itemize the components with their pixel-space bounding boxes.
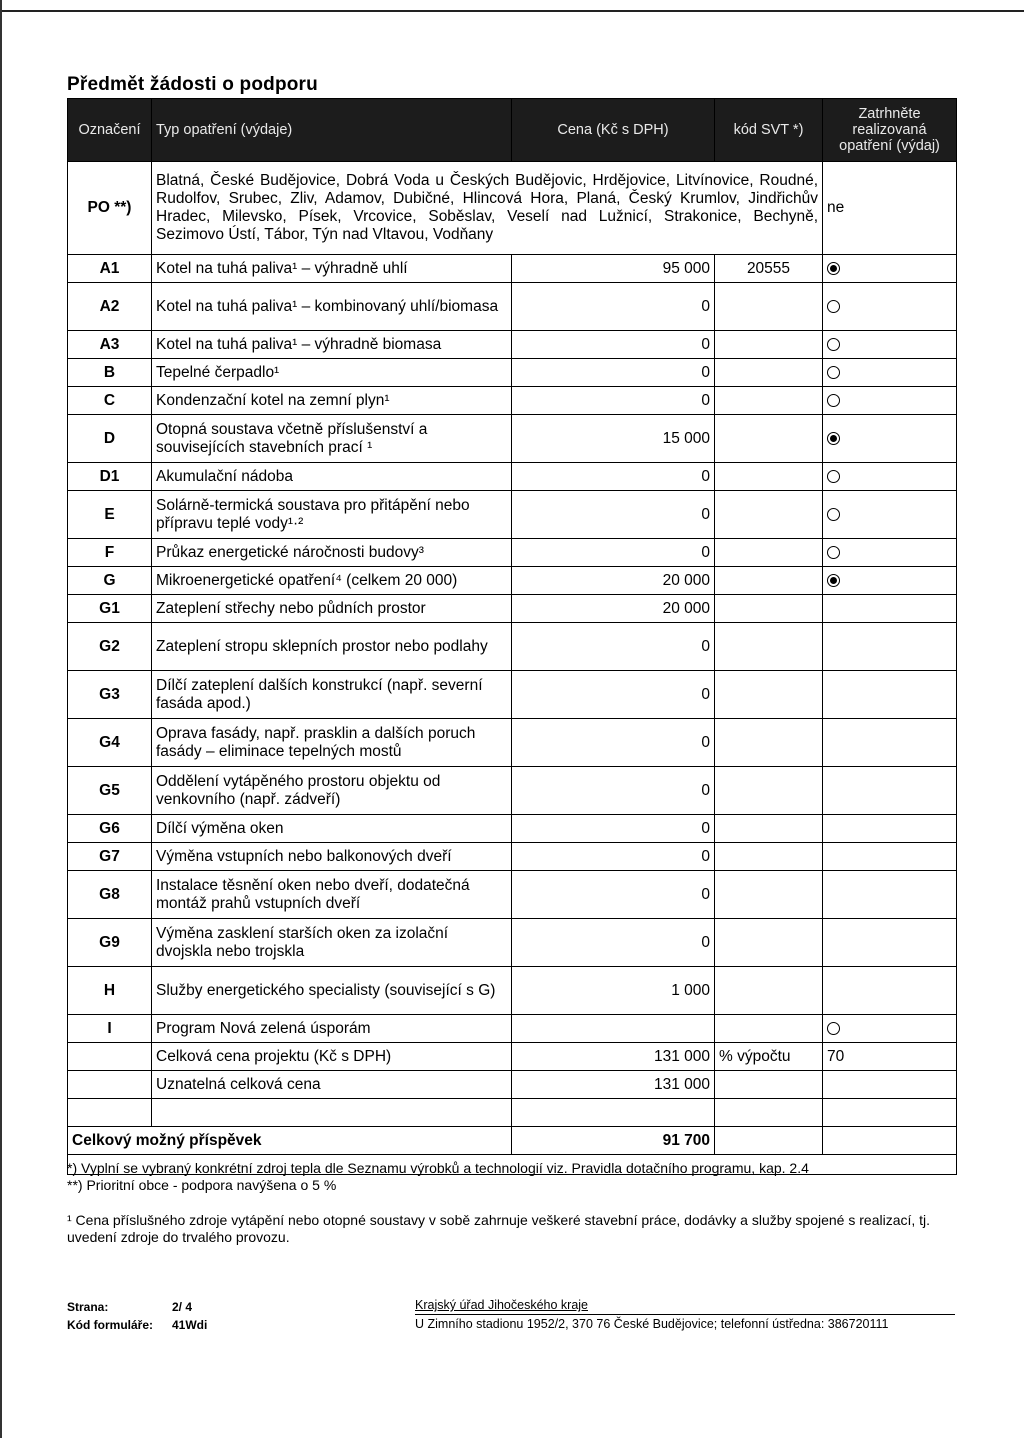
row-select-cell	[823, 387, 957, 415]
row-svt-code	[715, 567, 823, 595]
row-select-cell	[823, 919, 957, 967]
table-header-row	[68, 99, 957, 162]
radio-selected-icon[interactable]	[827, 262, 840, 275]
table-row	[68, 283, 957, 331]
po-municipalities: Blatná, České Budějovice, Dobrá Voda u Českých Budějovic, Hrdějovice, Litvínovice, Roudné, Rudolfov, Srubec, Zliv, Adamov, Dubičné, Hlincová Hora, Planá, Český Krumlov, Jindřichův Hradec, Milevsko, Písek, Vrcovice, Soběslav, Veselí nad Lužnicí, Strakonice, Bechyně, Sezimovo Ústí, Tábor, Týn nad Vltavou, Vodňany	[152, 162, 823, 255]
row-code: G7	[68, 843, 152, 871]
row-select-cell	[823, 539, 957, 567]
row-price: 0	[512, 359, 715, 387]
row-code: B	[68, 359, 152, 387]
row-code: A1	[68, 255, 152, 283]
row-code: G	[68, 567, 152, 595]
row-svt-code	[715, 967, 823, 1015]
row-description: Zateplení střechy nebo půdních prostor	[152, 595, 512, 623]
row-description: Kotel na tuhá paliva¹ – kombinovaný uhlí/biomasa	[152, 283, 512, 331]
radio-empty-icon[interactable]	[827, 508, 840, 521]
row-svt-code	[715, 415, 823, 463]
row-select-cell	[823, 671, 957, 719]
row-select-cell	[823, 463, 957, 491]
row-select-cell	[823, 967, 957, 1015]
row-price: 0	[512, 767, 715, 815]
table-row	[68, 463, 957, 491]
row-select-cell	[823, 843, 957, 871]
row-code: E	[68, 491, 152, 539]
row-description: Kondenzační kotel na zemní plyn¹	[152, 387, 512, 415]
radio-empty-icon[interactable]	[827, 366, 840, 379]
footnotes	[67, 1160, 957, 1246]
row-select-cell	[823, 815, 957, 843]
row-price: 20 000	[512, 567, 715, 595]
row-description: Oddělení vytápěného prostoru objektu od venkovního (např. zádveří)	[152, 767, 512, 815]
row-description: Výměna vstupních nebo balkonových dveří	[152, 843, 512, 871]
row-svt-code	[715, 387, 823, 415]
total-row	[68, 1043, 957, 1071]
page-label: Strana:	[67, 1300, 109, 1314]
row-price: 0	[512, 623, 715, 671]
table-row	[68, 255, 957, 283]
row-price: 1 000	[512, 967, 715, 1015]
row-select-cell	[823, 415, 957, 463]
table-row	[68, 595, 957, 623]
radio-selected-icon[interactable]	[827, 432, 840, 445]
table-row	[68, 719, 957, 767]
row-svt-code	[715, 595, 823, 623]
row-svt-code	[715, 283, 823, 331]
row-description: Výměna zasklení starších oken za izolační dvojskla nebo trojskla	[152, 919, 512, 967]
row-select-cell	[823, 1015, 957, 1043]
footnote-priority: **) Prioritní obce - podpora navýšena o 5 %	[67, 1177, 337, 1193]
po-code: PO **)	[68, 162, 152, 255]
row-svt-code	[715, 359, 823, 387]
row-code: G9	[68, 919, 152, 967]
table-row	[68, 843, 957, 871]
row-price: 0	[512, 719, 715, 767]
eligible-value: 131 000	[512, 1071, 715, 1099]
row-code: A3	[68, 331, 152, 359]
footnote-svt: *) Vyplní se vybraný konkrétní zdroj tepla dle Seznamu výrobků a technologií viz. Pravidla dotačního programu, kap. 2.4	[67, 1160, 809, 1176]
row-svt-code	[715, 671, 823, 719]
table-row	[68, 359, 957, 387]
row-select-cell	[823, 359, 957, 387]
header-code: Označení	[68, 99, 152, 162]
row-description: Dílčí výměna oken	[152, 815, 512, 843]
row-description: Kotel na tuhá paliva¹ – výhradně uhlí	[152, 255, 512, 283]
eligible-row	[68, 1071, 957, 1099]
table-row	[68, 387, 957, 415]
eligible-label: Uznatelná celková cena	[152, 1071, 512, 1099]
header-select: Zatrhněte realizovaná opatření (výdaj)	[823, 99, 957, 162]
row-price: 95 000	[512, 255, 715, 283]
row-description: Akumulační nádoba	[152, 463, 512, 491]
office-address: U Zimního stadionu 1952/2, 370 76 České Budějovice; telefonní ústředna: 386720111	[415, 1314, 955, 1333]
row-description: Dílčí zateplení dalších konstrukcí (např. severní fasáda apod.)	[152, 671, 512, 719]
total-label: Celková cena projektu (Kč s DPH)	[152, 1043, 512, 1071]
row-price: 0	[512, 387, 715, 415]
top-rule	[0, 10, 1024, 12]
row-price: 0	[512, 463, 715, 491]
row-svt-code	[715, 871, 823, 919]
table-row	[68, 331, 957, 359]
table-row	[68, 871, 957, 919]
radio-empty-icon[interactable]	[827, 338, 840, 351]
total-value: 131 000	[512, 1043, 715, 1071]
row-select-cell	[823, 283, 957, 331]
row-svt-code	[715, 719, 823, 767]
table-row	[68, 671, 957, 719]
contribution-value: 91 700	[512, 1127, 715, 1155]
table-row	[68, 919, 957, 967]
spacer-row	[68, 1099, 957, 1127]
row-select-cell	[823, 623, 957, 671]
row-svt-code	[715, 1015, 823, 1043]
row-svt-code	[715, 815, 823, 843]
footer-office	[415, 1296, 955, 1333]
row-svt-code	[715, 463, 823, 491]
row-svt-code	[715, 843, 823, 871]
row-select-cell	[823, 871, 957, 919]
contribution-row	[68, 1127, 957, 1155]
percent-label: % výpočtu	[715, 1043, 823, 1071]
radio-empty-icon[interactable]	[827, 1022, 840, 1035]
row-price: 0	[512, 871, 715, 919]
row-price: 0	[512, 671, 715, 719]
page-title: Předmět žádosti o podporu	[67, 74, 318, 95]
percent-value: 70	[823, 1043, 957, 1071]
header-price: Cena (Kč s DPH)	[512, 99, 715, 162]
row-description: Průkaz energetické náročnosti budovy³	[152, 539, 512, 567]
table-row	[68, 967, 957, 1015]
row-description: Oprava fasády, např. prasklin a dalších poruch fasády – eliminace tepelných mostů	[152, 719, 512, 767]
table-row	[68, 623, 957, 671]
row-select-cell	[823, 331, 957, 359]
table-row	[68, 767, 957, 815]
priority-municipalities-row	[68, 162, 957, 255]
table-row	[68, 491, 957, 539]
row-select-cell	[823, 719, 957, 767]
row-code: G1	[68, 595, 152, 623]
page-number: 2/ 4	[172, 1300, 193, 1314]
row-description: Zateplení stropu sklepních prostor nebo podlahy	[152, 623, 512, 671]
table-row	[68, 815, 957, 843]
row-code: G2	[68, 623, 152, 671]
row-code: I	[68, 1015, 152, 1043]
office-name: Krajský úřad Jihočeského kraje	[415, 1298, 588, 1312]
row-price: 20 000	[512, 595, 715, 623]
row-select-cell	[823, 255, 957, 283]
row-select-cell	[823, 767, 957, 815]
row-price: 0	[512, 491, 715, 539]
row-code: H	[68, 967, 152, 1015]
row-price: 15 000	[512, 415, 715, 463]
row-svt-code	[715, 491, 823, 539]
header-svt: kód SVT *)	[715, 99, 823, 162]
form-code: 41Wdi	[172, 1318, 208, 1332]
row-description: Tepelné čerpadlo¹	[152, 359, 512, 387]
footer-page-info	[67, 1298, 207, 1334]
row-svt-code	[715, 767, 823, 815]
row-svt-code	[715, 919, 823, 967]
contribution-label: Celkový možný příspěvek	[68, 1127, 512, 1155]
row-code: D1	[68, 463, 152, 491]
row-svt-code: 20555	[715, 255, 823, 283]
row-description: Mikroenergetické opatření⁴ (celkem 20 000)	[152, 567, 512, 595]
row-code: C	[68, 387, 152, 415]
radio-selected-icon[interactable]	[827, 574, 840, 587]
row-code: G3	[68, 671, 152, 719]
radio-empty-icon[interactable]	[827, 394, 840, 407]
row-description: Kotel na tuhá paliva¹ – výhradně biomasa	[152, 331, 512, 359]
radio-empty-icon[interactable]	[827, 546, 840, 559]
row-price: 0	[512, 815, 715, 843]
row-description: Solárně-termická soustava pro přitápění nebo přípravu teplé vody¹·²	[152, 491, 512, 539]
row-code: G4	[68, 719, 152, 767]
table-row	[68, 539, 957, 567]
table-row	[68, 1015, 957, 1043]
row-description: Program Nová zelená úsporám	[152, 1015, 512, 1043]
header-type: Typ opatření (výdaje)	[152, 99, 512, 162]
radio-empty-icon[interactable]	[827, 300, 840, 313]
row-description: Otopná soustava včetně příslušenství a souvisejících stavebních prací ¹	[152, 415, 512, 463]
row-code: A2	[68, 283, 152, 331]
row-svt-code	[715, 623, 823, 671]
row-code: F	[68, 539, 152, 567]
radio-empty-icon[interactable]	[827, 470, 840, 483]
row-price	[512, 1015, 715, 1043]
measures-table	[67, 98, 957, 1175]
table-row	[68, 567, 957, 595]
row-price: 0	[512, 331, 715, 359]
footnote-price: ¹ Cena příslušného zdroje vytápění nebo otopné soustavy v sobě zahrnuje veškeré stavební práce, dodávky a služby spojené s realizací, tj. uvedení zdroje do trvalého provozu.	[67, 1212, 931, 1245]
row-select-cell	[823, 595, 957, 623]
row-select-cell	[823, 491, 957, 539]
row-code: G8	[68, 871, 152, 919]
row-price: 0	[512, 919, 715, 967]
row-price: 0	[512, 283, 715, 331]
form-code-label: Kód formuláře:	[67, 1318, 154, 1332]
row-code: G5	[68, 767, 152, 815]
po-value: ne	[823, 162, 957, 255]
table-row	[68, 415, 957, 463]
row-price: 0	[512, 843, 715, 871]
row-code: D	[68, 415, 152, 463]
row-description: Instalace těsnění oken nebo dveří, dodatečná montáž prahů vstupních dveří	[152, 871, 512, 919]
left-rule	[0, 0, 2, 1438]
row-description: Služby energetického specialisty (související s G)	[152, 967, 512, 1015]
row-svt-code	[715, 539, 823, 567]
row-price: 0	[512, 539, 715, 567]
row-select-cell	[823, 567, 957, 595]
row-svt-code	[715, 331, 823, 359]
row-code: G6	[68, 815, 152, 843]
